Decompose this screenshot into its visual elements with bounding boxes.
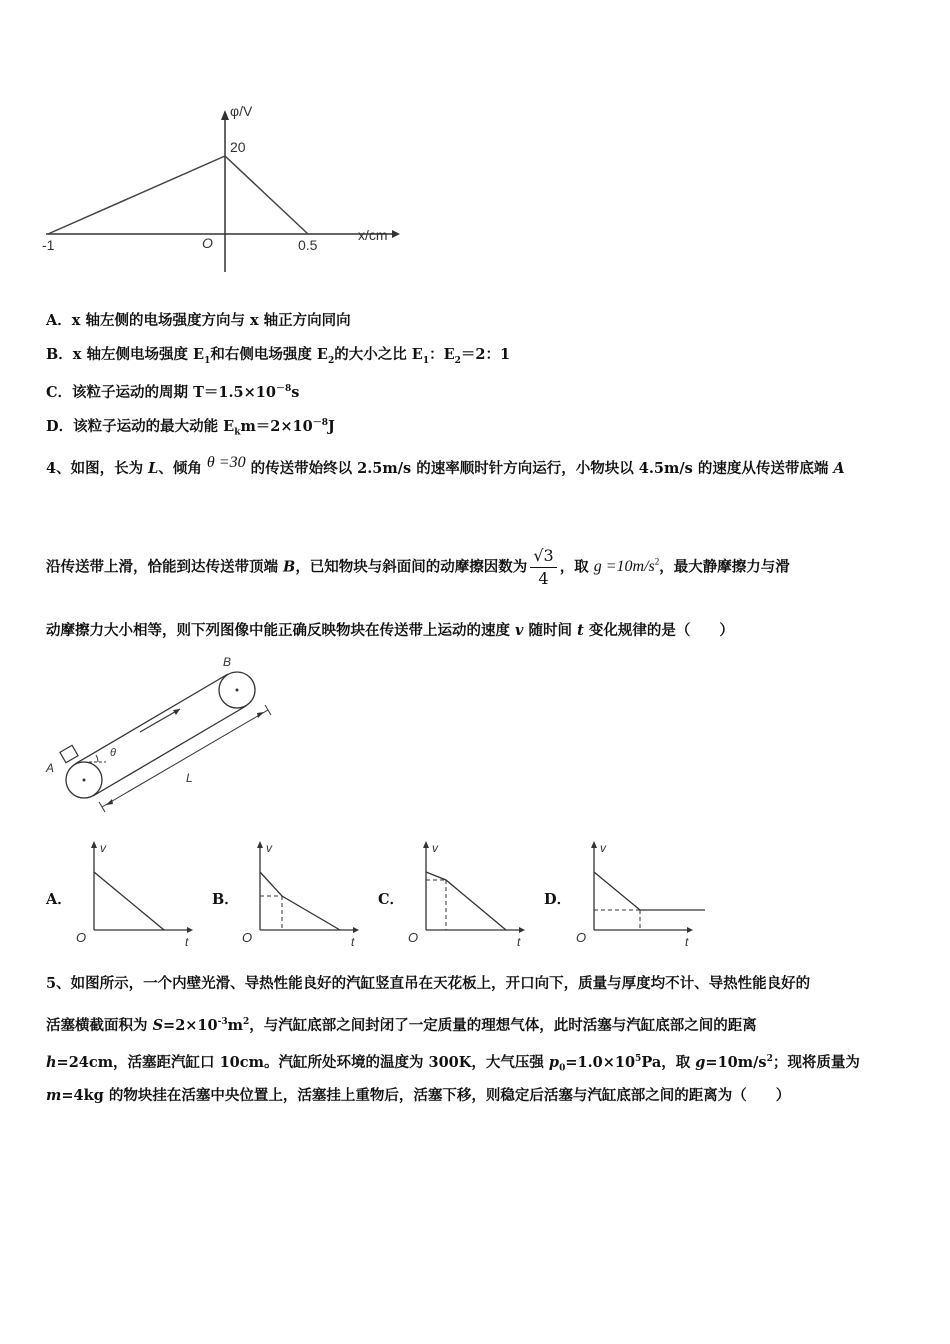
left-tick-label: -1	[42, 237, 55, 253]
origin-label: O	[576, 930, 587, 945]
origin-label: O	[202, 235, 213, 251]
label-b: B	[223, 655, 232, 669]
option-b: B．x 轴左侧电场强度 $E_1$和右侧电场强度 $E_2$的大小之比 $E_1$：$E_2=2$：1	[46, 346, 511, 366]
vt-graph-c	[404, 838, 529, 950]
t-label: t	[351, 935, 355, 949]
potential-graph	[40, 100, 410, 280]
graph-option-d-label: D．	[544, 891, 572, 908]
vt-graph-d	[572, 838, 707, 950]
graph-option-a-label: A．	[46, 891, 72, 908]
q5-line-2: 活塞横截面积为 $S=2\times 10^{-3}m^2$，与汽缸底部之间封闭了一定质量的理想气体，此时活塞与汽缸底部之间的距离	[46, 1016, 757, 1034]
q4-line-3: 动摩擦力大小相等，则下列图像中能正确反映物块在传送带上运动的速度 v 随时间 t 变化规律的是（ ）	[46, 622, 734, 639]
origin-label: O	[76, 930, 87, 945]
q5-line-1: 5、如图所示，一个内壁光滑、导热性能良好的汽缸竖直吊在天花板上，开口向下，质量与厚度均不计、导热性能良好的	[46, 975, 811, 992]
graph-option-c-label: C．	[378, 891, 405, 908]
option-a: A．x 轴左侧的电场强度方向与 x 轴正方向同向	[46, 312, 351, 329]
label-l: L	[186, 771, 193, 785]
label-a: A	[46, 761, 55, 775]
v-label: v	[100, 841, 106, 855]
graph-option-b-label: B．	[212, 891, 239, 908]
q5-line-4: m=4kg 的物块挂在活塞中央位置上，活塞挂上重物后，活塞下移，则稳定后活塞与汽缸底部之间的距离为（ ）	[46, 1087, 791, 1104]
peak-label: 20	[230, 139, 246, 155]
option-c: C．该粒子运动的周期 $T=1.5\times 10^{-8}s$	[46, 383, 300, 401]
q5-line-3: h=24cm，活塞距汽缸口 10cm。汽缸所处环境的温度为 300K，大气压强 $p_0=1.0\times 10^5Pa$，取 $g=10m/s^2$；现将质量为	[46, 1053, 860, 1074]
x-axis-label: x/cm	[358, 227, 388, 243]
v-label: v	[266, 841, 272, 855]
friction-fraction: $\frac{√3}{4}$	[530, 545, 556, 590]
origin-label: O	[242, 930, 253, 945]
v-label: v	[432, 841, 438, 855]
vt-graph-b	[238, 838, 363, 950]
option-d: D．该粒子运动的最大动能 $E_km=2\times 10^{-8}J$	[46, 417, 335, 438]
t-label: t	[185, 935, 189, 949]
label-theta: θ	[110, 747, 116, 759]
origin-label: O	[408, 930, 419, 945]
y-axis-label: φ/V	[230, 103, 253, 119]
conveyor-belt-diagram	[40, 650, 290, 820]
q4-line-2: 沿传送带上滑，恰能到达传送带顶端 B，已知物块与斜面间的动摩擦因数为 $\frac{√3}{4}$ ，取 $g =10m/s^2$，最大静摩擦力与滑	[46, 545, 790, 588]
right-tick-label: 0.5	[298, 237, 318, 253]
v-label: v	[600, 841, 606, 855]
vt-graph-a	[72, 838, 197, 950]
t-label: t	[685, 935, 689, 949]
q4-line-1: 4、如图，长为 L、倾角 θ =30 的传送带始终以 2.5m/s 的速率顺时针方向运行，小物块以 4.5m/s 的速度从传送带底端 A	[46, 454, 845, 477]
t-label: t	[517, 935, 521, 949]
